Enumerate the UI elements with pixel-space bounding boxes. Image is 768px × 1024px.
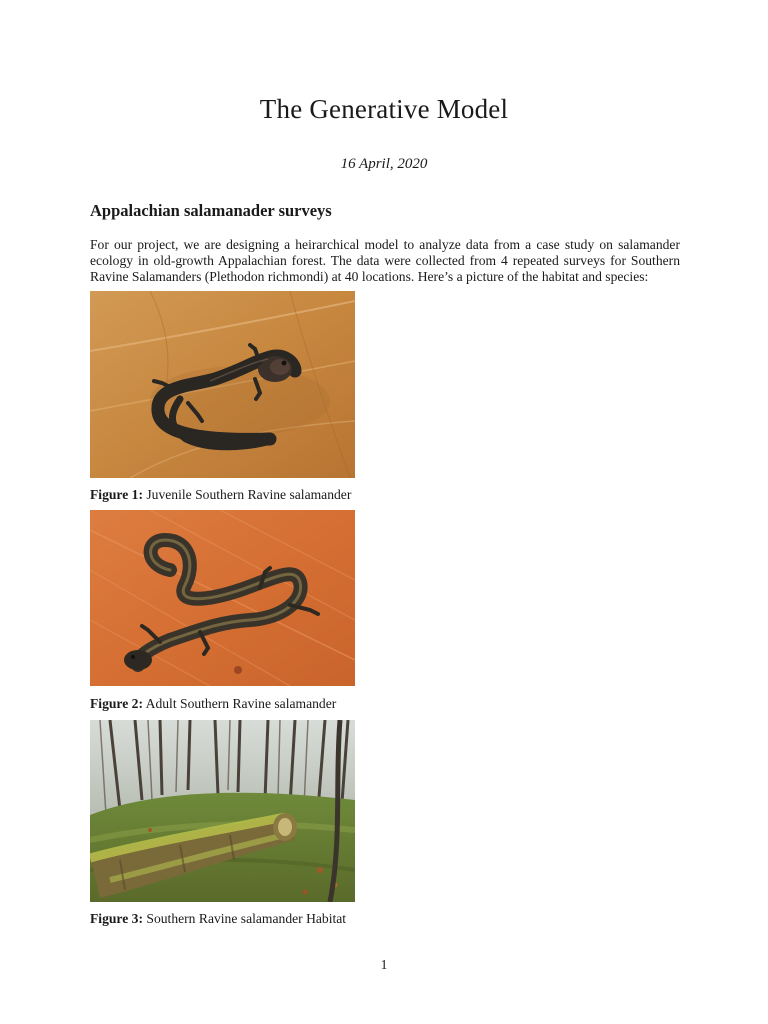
figure-1-photo	[90, 291, 355, 478]
figure-2-caption	[90, 696, 336, 712]
intro-paragraph: For our project, we are designing a heirarchical model to analyze data from a case study on salamander ecology in old-growth Appalachian forest. The data were collected from 4 repeated surveys for Southern Ravine Salamanders (Plethodon richmondi) at 40 locations. Here’s a picture of the habitat and species:	[90, 237, 680, 284]
figure-1-caption	[90, 487, 351, 503]
figure-3-label: Figure 3:	[90, 911, 143, 926]
figure-1-caption-text: Juvenile Southern Ravine salamander	[146, 487, 352, 502]
figure-2-caption-text: Adult Southern Ravine salamander	[145, 696, 337, 711]
figure-2-photo	[90, 510, 355, 686]
figure-1-label: Figure 1:	[90, 487, 143, 502]
page-date: 16 April, 2020	[340, 156, 428, 172]
figure-2-label: Figure 2:	[90, 696, 143, 711]
figure-3-caption-text: Southern Ravine salamander Habitat	[146, 911, 347, 926]
figure-3-photo	[90, 720, 355, 902]
page-title: The Generative Model	[259, 94, 509, 124]
forest-habitat-image	[90, 720, 355, 902]
figure-3-caption	[90, 911, 346, 927]
adult-salamander-image	[90, 510, 355, 686]
section-heading: Appalachian salamanader surveys	[90, 201, 332, 220]
page-number: 1	[380, 957, 388, 972]
juvenile-salamander-image	[90, 291, 355, 478]
